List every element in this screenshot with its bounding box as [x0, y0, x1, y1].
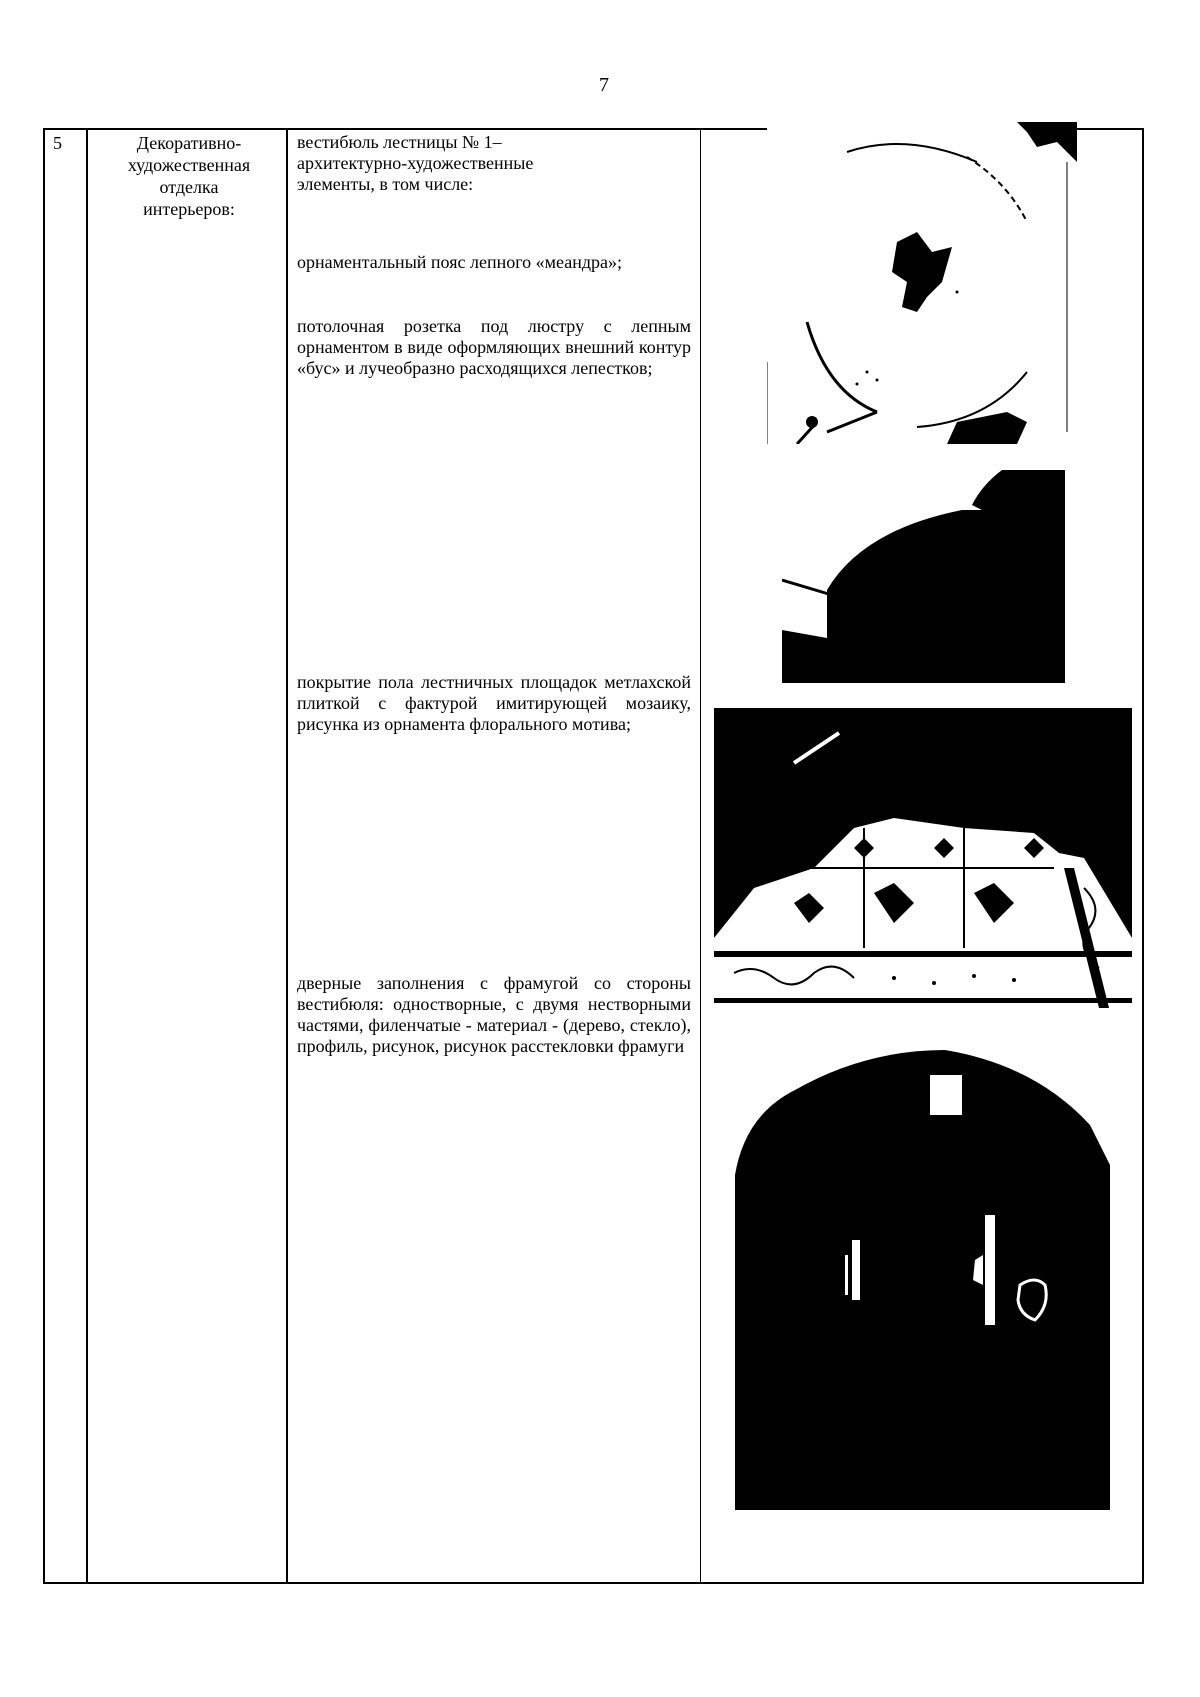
column-divider	[700, 130, 701, 1582]
category-cell	[90, 132, 288, 220]
description-line: архитектурно-художественные	[297, 153, 534, 173]
page-number: 7	[599, 74, 609, 96]
meander-cornice-photo	[782, 470, 1065, 683]
category-line: отделка	[159, 177, 219, 197]
description-intro	[297, 132, 691, 195]
floor-tile-photo	[714, 708, 1132, 1019]
description-meander: орнаментальный пояс лепного «меандра»;	[297, 252, 623, 272]
heritage-elements-table	[43, 128, 1144, 1584]
description-rosette: потолочная розетка под люстру с лепным орнаментом в виде оформляющих внешний контур «бус» и лучеобразно расходящихся лепестков;	[297, 316, 691, 378]
column-divider	[86, 130, 88, 1582]
description-doors: дверные заполнения с фрамугой со стороны вестибюля: одностворные, с двумя нестворными частями, филенчатые - материал - (дерево, стекло), профиль, рисунок, рисунок расстекловки фрамуги	[297, 973, 691, 1056]
description-line: элементы, в том числе:	[297, 174, 474, 194]
column-divider	[286, 130, 288, 1582]
door-transom-photo	[735, 1045, 1110, 1510]
description-line: вестибюль лестницы № 1–	[297, 132, 502, 152]
description-floor-tiles: покрытие пола лестничных площадок метлахской плиткой с фактурой имитирующей мозаику, рисунка из орнамента флорального мотива;	[297, 672, 691, 734]
category-line: художественная	[127, 155, 251, 175]
ceiling-rosette-photo	[767, 122, 1077, 444]
row-number: 5	[53, 133, 62, 153]
category-line: Декоративно-	[136, 133, 242, 153]
category-line: интерьеров:	[143, 199, 235, 219]
